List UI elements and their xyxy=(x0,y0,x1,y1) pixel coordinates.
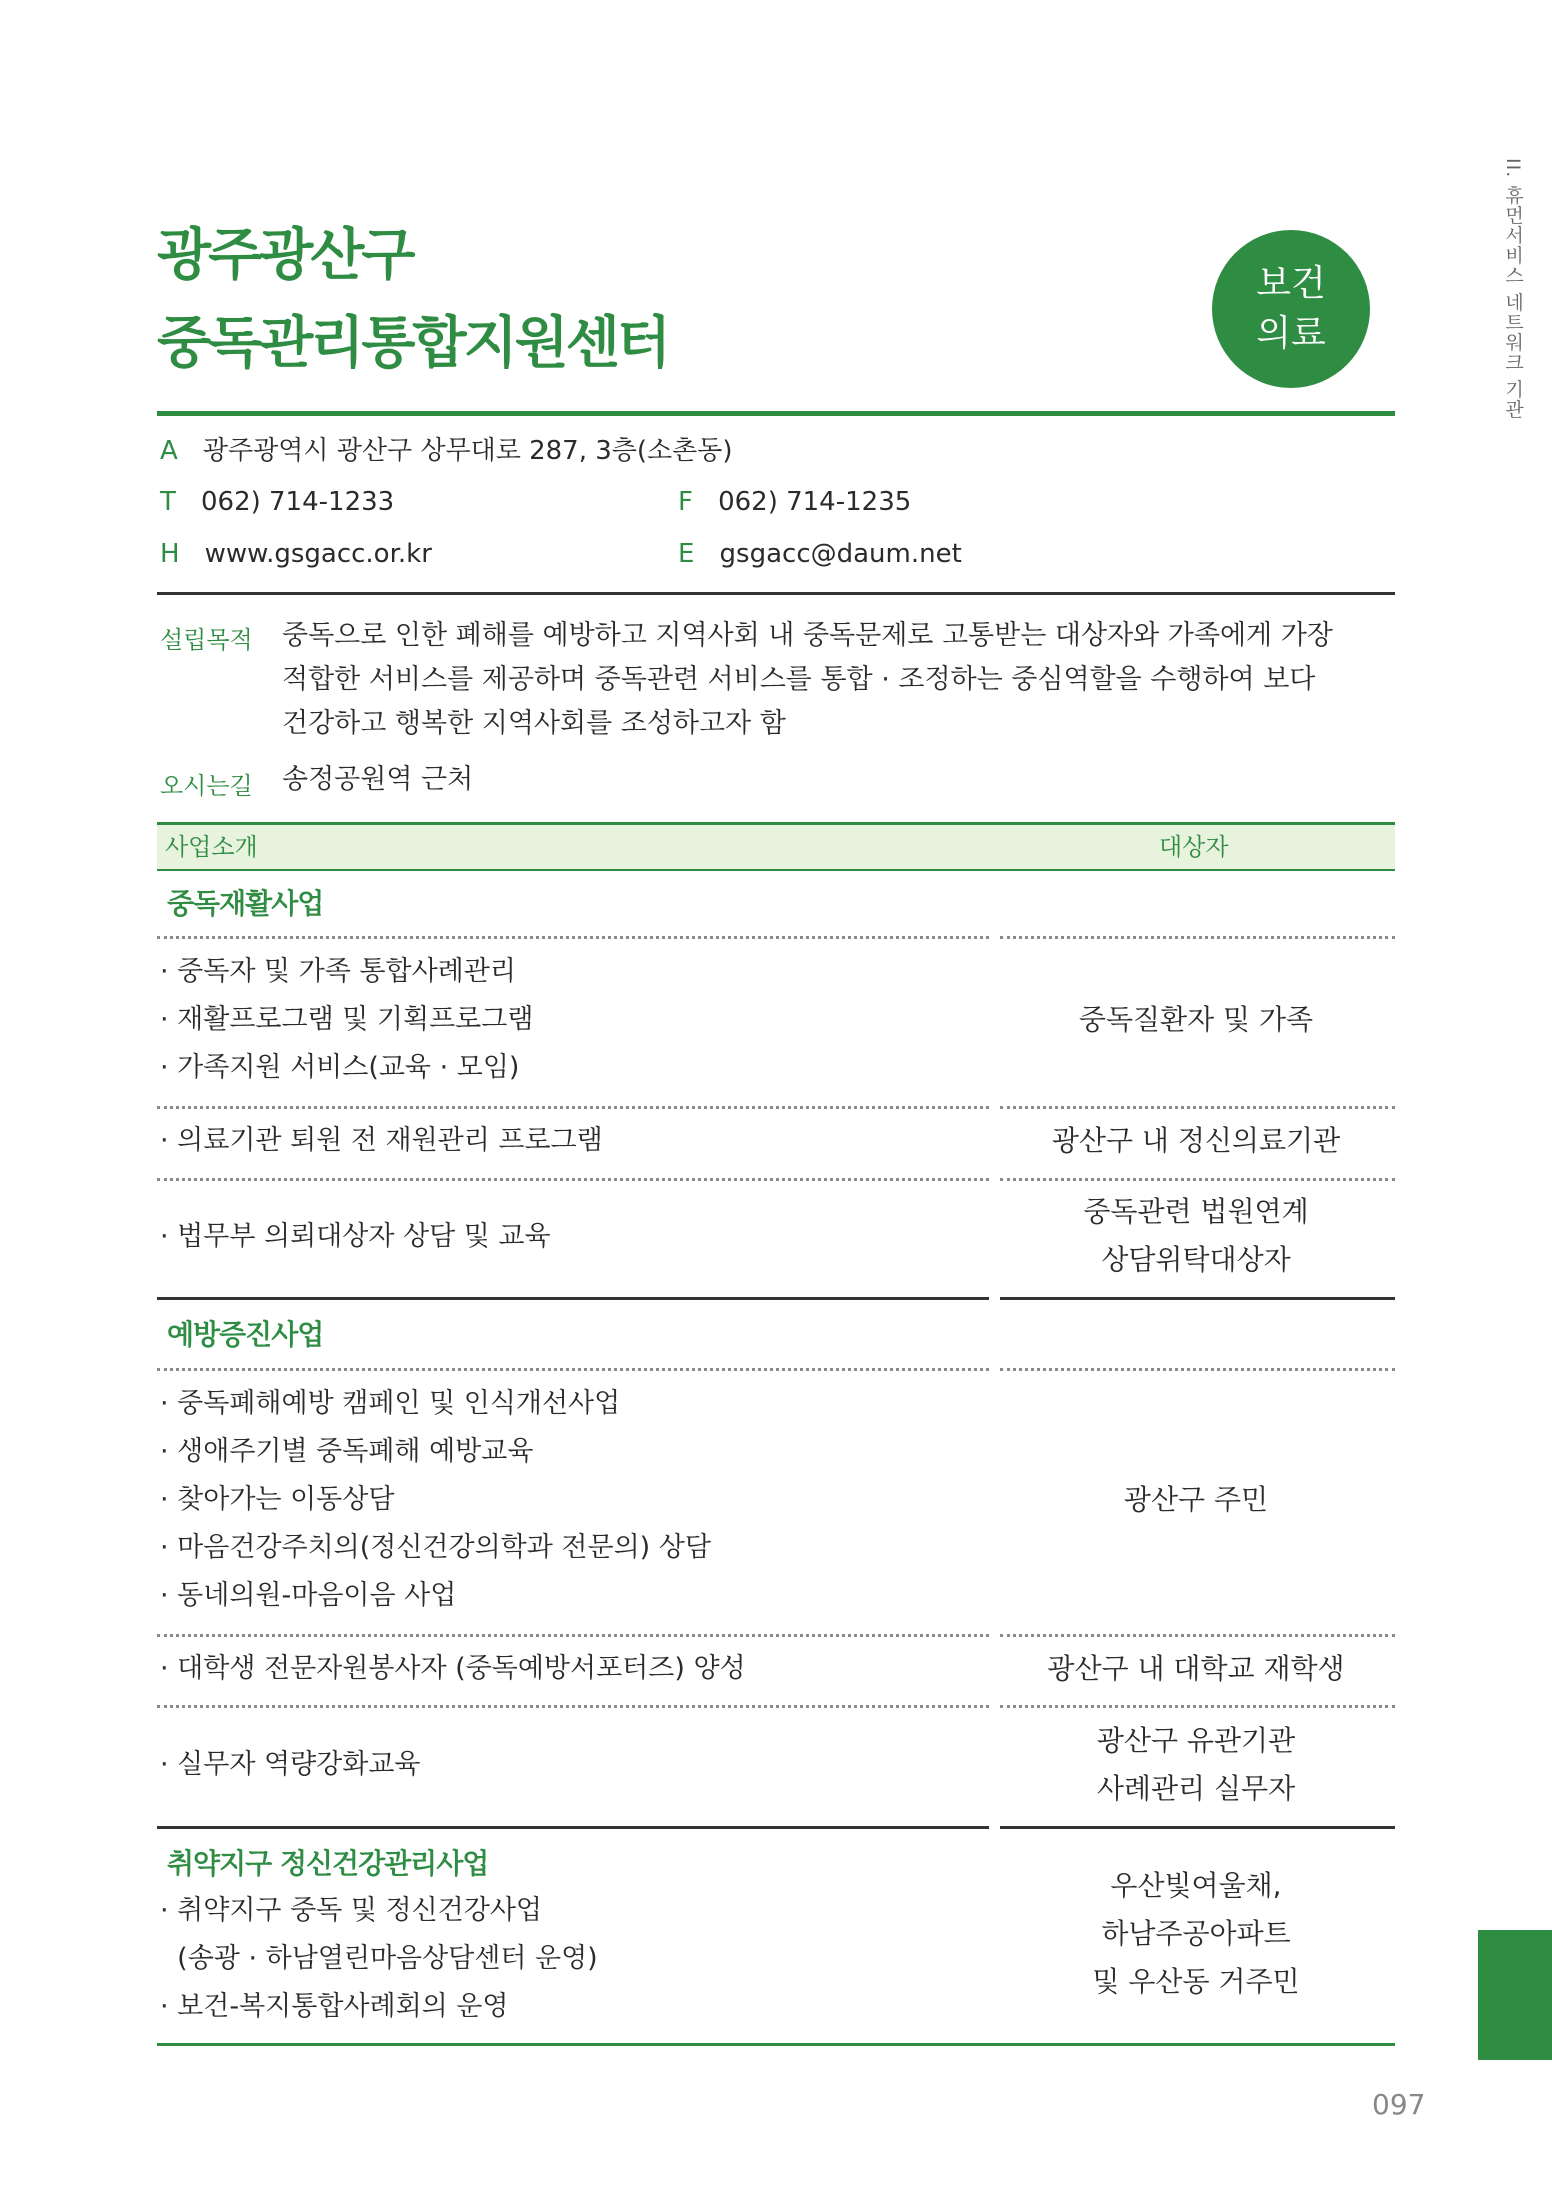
fax-row xyxy=(678,483,911,521)
chapter-side-label: II. 휴먼서비스 네트워크 기관 xyxy=(1502,158,1524,420)
email-label: E xyxy=(678,539,695,569)
target-cell: 광산구 주민 xyxy=(1123,1483,1269,1516)
list-item: · 실무자 역량강화교육 xyxy=(160,1749,421,1780)
homepage-row xyxy=(160,535,432,573)
list-item: · 중독폐해예방 캠페인 및 인식개선사업 xyxy=(160,1388,621,1419)
row-divider xyxy=(157,1634,989,1637)
list-item: · 중독자 및 가족 통합사례관리 xyxy=(160,956,516,987)
list-item: · 동네의원-마음이음 사업 xyxy=(160,1580,457,1611)
list-item: · 가족지원 서비스(교육 · 모임) xyxy=(160,1052,520,1083)
section-title: 예방증진사업 xyxy=(167,1318,324,1351)
fax-value: 062) 714-1235 xyxy=(718,487,912,517)
target-cell xyxy=(996,1717,1396,1813)
list-item: · 취약지구 중독 및 정신건강사업 xyxy=(160,1895,542,1926)
target-cell: 광산구 내 정신의료기관 xyxy=(1051,1124,1341,1157)
section-title: 중독재활사업 xyxy=(167,887,324,920)
title-line-1: 광주광산구 xyxy=(157,223,413,288)
tel-value: 062) 714-1233 xyxy=(200,487,395,517)
tel-row xyxy=(160,483,394,521)
row-divider xyxy=(157,1106,989,1109)
category-badge xyxy=(1212,230,1370,388)
target-cell: 중독질환자 및 가족 xyxy=(1078,1003,1314,1036)
tel-label: T xyxy=(160,487,176,517)
target-line: 및 우산동 거주민 xyxy=(1092,1965,1300,1998)
list-item: · 보건-복지통합사례회의 운영 xyxy=(160,1991,509,2022)
table-bottom-rule xyxy=(157,2043,1395,2046)
list-item: · 대학생 전문자원봉사자 (중독예방서포터즈) 양성 xyxy=(160,1653,746,1684)
list-item-group xyxy=(160,1380,711,1620)
fax-label: F xyxy=(678,487,693,517)
column-header-target: 대상자 xyxy=(1159,833,1229,861)
title-divider xyxy=(157,411,1395,416)
target-line: 사례관리 실무자 xyxy=(1096,1772,1296,1805)
homepage-label: H xyxy=(160,539,180,569)
list-item-group xyxy=(160,948,533,1092)
list-item-group xyxy=(160,1887,598,2031)
section-divider xyxy=(157,1297,989,1300)
email-row xyxy=(678,535,962,573)
section-title: 취약지구 정신건강관리사업 xyxy=(167,1847,489,1880)
column-header-program: 사업소개 xyxy=(165,833,258,861)
target-line: 광산구 유관기관 xyxy=(1096,1724,1296,1757)
homepage-link[interactable]: www.gsgacc.or.kr xyxy=(204,539,432,569)
row-divider xyxy=(1000,936,1395,939)
target-line: 우산빛여울채, xyxy=(1110,1869,1282,1902)
row-divider xyxy=(1000,1106,1395,1109)
directions-text: 송정공원역 근처 xyxy=(282,764,474,795)
email-link[interactable]: gsgacc@daum.net xyxy=(719,539,962,569)
target-line: 하남주공아파트 xyxy=(1101,1917,1291,1950)
row-divider xyxy=(157,936,989,939)
title-line-2: 중독관리통합지원센터 xyxy=(157,311,668,376)
address-row xyxy=(160,432,733,470)
list-item: · 재활프로그램 및 기획프로그램 xyxy=(160,1004,534,1035)
address-value: 광주광역시 광산구 상무대로 287, 3층(소촌동) xyxy=(202,436,733,466)
row-divider xyxy=(1000,1634,1395,1637)
contact-divider xyxy=(157,592,1395,595)
badge-line-1: 보건 xyxy=(1256,263,1326,304)
purpose-line: 적합한 서비스를 제공하며 중독관련 서비스를 통합 · 조정하는 중심역할을 수행하여 보다 xyxy=(282,664,1316,695)
section-divider xyxy=(157,1826,989,1829)
directions-label: 오시는길 xyxy=(160,772,253,800)
row-divider xyxy=(157,1705,989,1708)
page-number: 097 xyxy=(1372,2088,1426,2121)
target-cell xyxy=(996,1188,1396,1284)
badge-line-2: 의료 xyxy=(1256,313,1326,354)
list-item: · 생애주기별 중독폐해 예방교육 xyxy=(160,1436,534,1467)
page-title xyxy=(157,212,668,388)
list-item: · 법무부 의뢰대상자 상담 및 교육 xyxy=(160,1221,551,1252)
target-cell: 광산구 내 대학교 재학생 xyxy=(1047,1652,1345,1685)
target-line: 상담위탁대상자 xyxy=(1101,1243,1291,1276)
row-divider xyxy=(157,1178,989,1181)
row-divider xyxy=(157,1368,989,1371)
row-divider xyxy=(1000,1178,1395,1181)
section-divider xyxy=(1000,1297,1395,1300)
chapter-tab-marker xyxy=(1478,1930,1552,2060)
list-item: · 찾아가는 이동상담 xyxy=(160,1484,395,1515)
purpose-line: 중독으로 인한 폐해를 예방하고 지역사회 내 중독문제로 고통받는 대상자와 가족에게 가장 xyxy=(282,620,1333,651)
row-divider xyxy=(1000,1368,1395,1371)
list-item: · 마음건강주치의(정신건강의학과 전문의) 상담 xyxy=(160,1532,711,1563)
target-cell xyxy=(996,1862,1396,2006)
purpose-label: 설립목적 xyxy=(160,626,253,654)
list-item: · 의료기관 퇴원 전 재원관리 프로그램 xyxy=(160,1125,603,1156)
address-label: A xyxy=(160,436,178,466)
table-header xyxy=(157,822,1395,871)
list-item: (송광 · 하남열린마음상담센터 운영) xyxy=(160,1943,598,1974)
purpose-line: 건강하고 행복한 지역사회를 조성하고자 함 xyxy=(282,708,786,739)
purpose-text xyxy=(282,614,1333,746)
section-divider xyxy=(1000,1826,1395,1829)
target-line: 중독관련 법원연계 xyxy=(1083,1195,1309,1228)
row-divider xyxy=(1000,1705,1395,1708)
